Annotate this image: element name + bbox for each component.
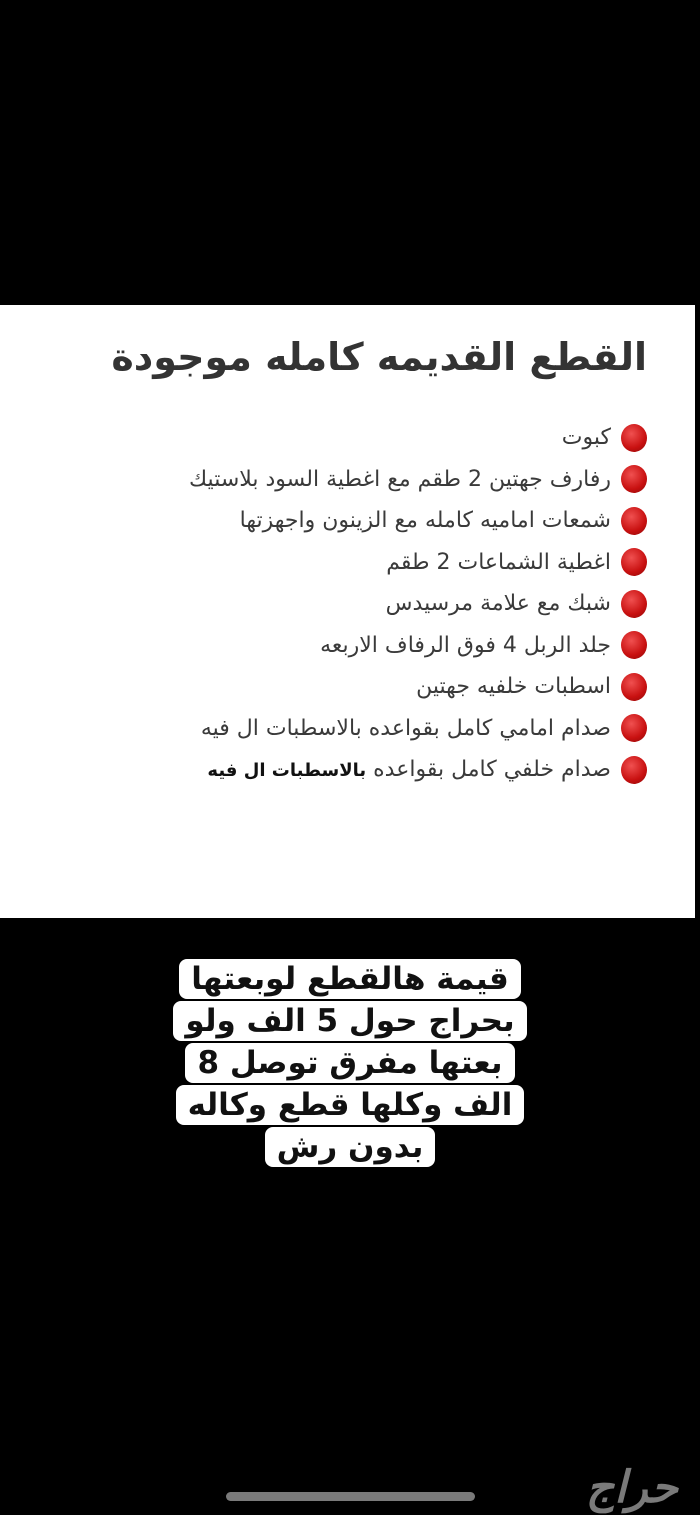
list-item: شمعات اماميه كامله مع الزينون واجهزتها (189, 500, 647, 542)
haraj-watermark-logo: حراج (585, 1462, 678, 1513)
list-item (189, 749, 647, 791)
red-circle-icon (621, 673, 647, 701)
caption-text: قيمة هالقطع لوبعتها بحراج حول 5 الف ولو بعتها مفرق توصل 8 الف وكلها قطع وكاله بدون رش (173, 959, 526, 1167)
list-item: اغطية الشماعات 2 طقم (189, 542, 647, 584)
red-circle-icon (621, 465, 647, 493)
list-item: اسطبات خلفيه جهتين (189, 666, 647, 708)
list-item: شبك مع علامة مرسيدس (189, 583, 647, 625)
list-item: جلد الربل 4 فوق الرفاف الاربعه (189, 625, 647, 667)
home-indicator[interactable] (226, 1492, 475, 1501)
list-item: رفارف جهتين 2 طقم مع اغطية السود بلاستيك (189, 459, 647, 501)
panel-title: القطع القديمه كامله موجودة (111, 335, 647, 379)
red-circle-icon (621, 631, 647, 659)
item-text: صدام خلفي كامل بقواعده (366, 757, 611, 783)
caption-overlay (0, 958, 700, 1168)
red-circle-icon (621, 507, 647, 535)
list-item: صدام امامي كامل بقواعده بالاسطبات ال فيه (189, 708, 647, 750)
item-text-bold: بالاسطبات ال فيه (207, 760, 367, 782)
red-circle-icon (621, 548, 647, 576)
red-circle-icon (621, 590, 647, 618)
parts-list (189, 417, 647, 791)
list-item: كبوت (189, 417, 647, 459)
red-circle-icon (621, 714, 647, 742)
red-circle-icon (621, 424, 647, 452)
red-circle-icon (621, 756, 647, 784)
parts-panel (0, 305, 695, 918)
